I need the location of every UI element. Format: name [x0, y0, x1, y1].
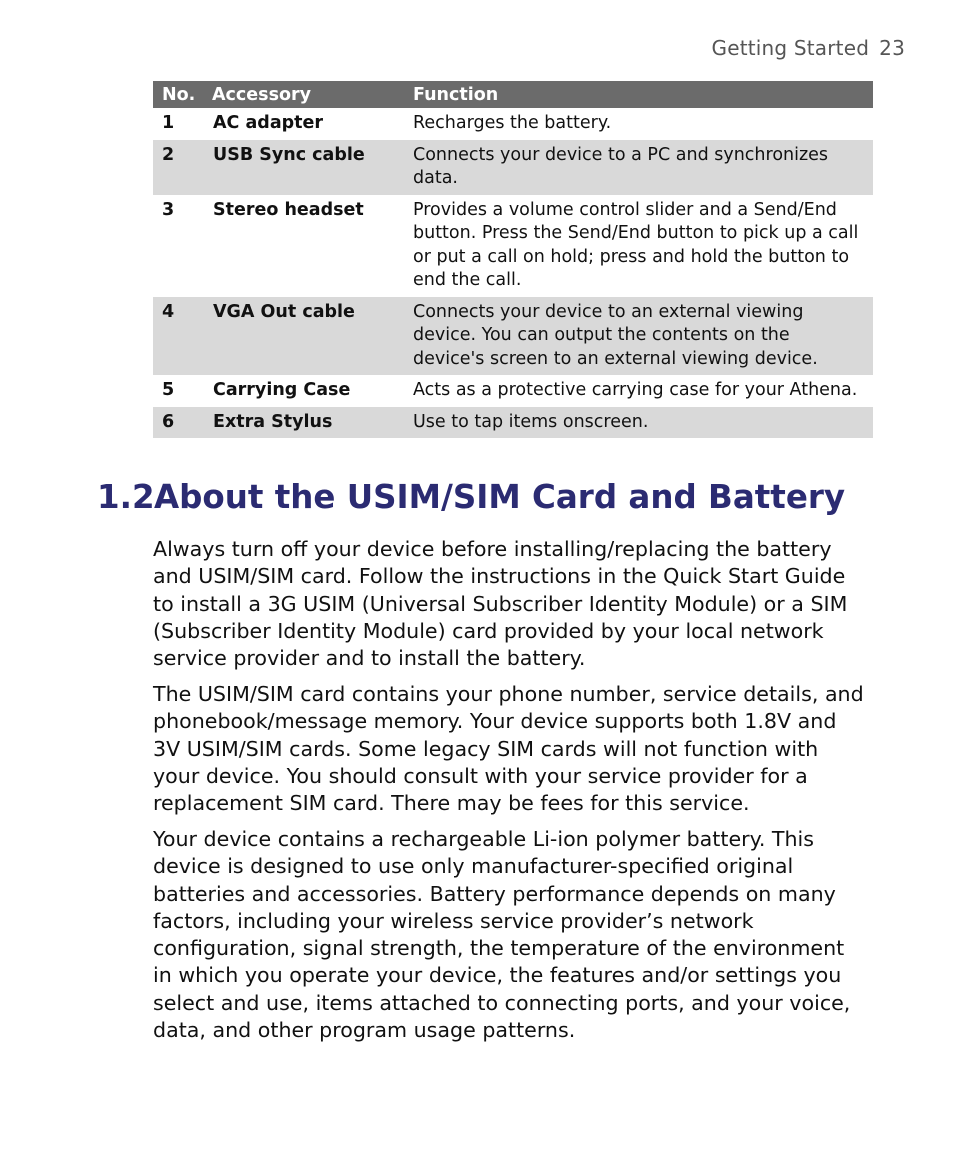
section-number: 1.2 — [97, 478, 155, 516]
row-number: 6 — [153, 407, 203, 439]
chapter-title: Getting Started — [711, 36, 870, 60]
body-paragraph: Always turn off your device before installing/replacing the battery and USIM/SIM card. Follow the instructions in the Quick Start Guide to install a 3G USIM (Universal Subscriber Identity Module) or a SIM (Subscriber Identity Module) card provided by your local network service provider and to install the battery. — [153, 537, 848, 671]
row-number: 3 — [162, 199, 175, 220]
accessory-name: VGA Out cable — [203, 297, 403, 376]
table-row — [153, 297, 873, 376]
accessory-name: Extra Stylus — [203, 407, 403, 439]
section-title: About the USIM/SIM Card and Battery — [154, 478, 846, 516]
table-row — [153, 375, 873, 407]
section-body — [153, 536, 865, 1053]
table-row — [153, 140, 873, 195]
accessory-name: AC adapter — [213, 113, 324, 133]
accessory-function: Use to tap items onscreen. — [403, 407, 873, 439]
row-number: 5 — [162, 380, 175, 400]
running-header — [712, 36, 906, 60]
column-header-function: Function — [403, 81, 873, 108]
row-number: 1 — [162, 113, 175, 133]
accessory-function: Connects your device to an external viewing device. You can output the contents on the device's screen to an external viewing device. — [403, 297, 873, 376]
accessory-function: Provides a volume control slider and a Send/End button. Press the Send/End button to pick up a call or put a call on hold; press and hold the button to end the call. — [413, 199, 859, 290]
accessory-name: Carrying Case — [213, 380, 351, 400]
accessory-function: Acts as a protective carrying case for your Athena. — [413, 380, 858, 400]
table-header-row — [153, 81, 873, 108]
accessory-table — [153, 81, 873, 438]
section-heading — [97, 478, 845, 516]
page-number: 23 — [879, 36, 905, 60]
accessory-name: USB Sync cable — [203, 140, 403, 195]
column-header-accessory: Accessory — [203, 81, 403, 108]
table-row — [153, 407, 873, 439]
body-paragraph: Your device contains a rechargeable Li-ion polymer battery. This device is designed to use only manufacturer-specified original batteries and accessories. Battery performance depends on many factors, including your wireless service provider’s network configuration, signal strength, the temperature of the environment in which you operate your device, the features and/or settings you select and use, items attached to connecting ports, and your voice, data, and other program usage patterns. — [153, 826, 851, 1043]
row-number: 4 — [153, 297, 203, 376]
column-header-no: No. — [153, 81, 203, 108]
body-paragraph: The USIM/SIM card contains your phone number, service details, and phonebook/message memory. Your device supports both 1.8V and 3V USIM/SIM cards. Some legacy SIM cards will not function with your device. You should consult with your service provider for a replacement SIM card. There may be fees for this service. — [153, 681, 864, 816]
row-number: 2 — [153, 140, 203, 195]
accessory-function: Recharges the battery. — [413, 113, 612, 133]
accessory-name: Stereo headset — [213, 199, 364, 220]
table-row — [153, 108, 873, 140]
table-row — [153, 195, 873, 297]
accessory-function: Connects your device to a PC and synchronizes data. — [403, 140, 873, 195]
